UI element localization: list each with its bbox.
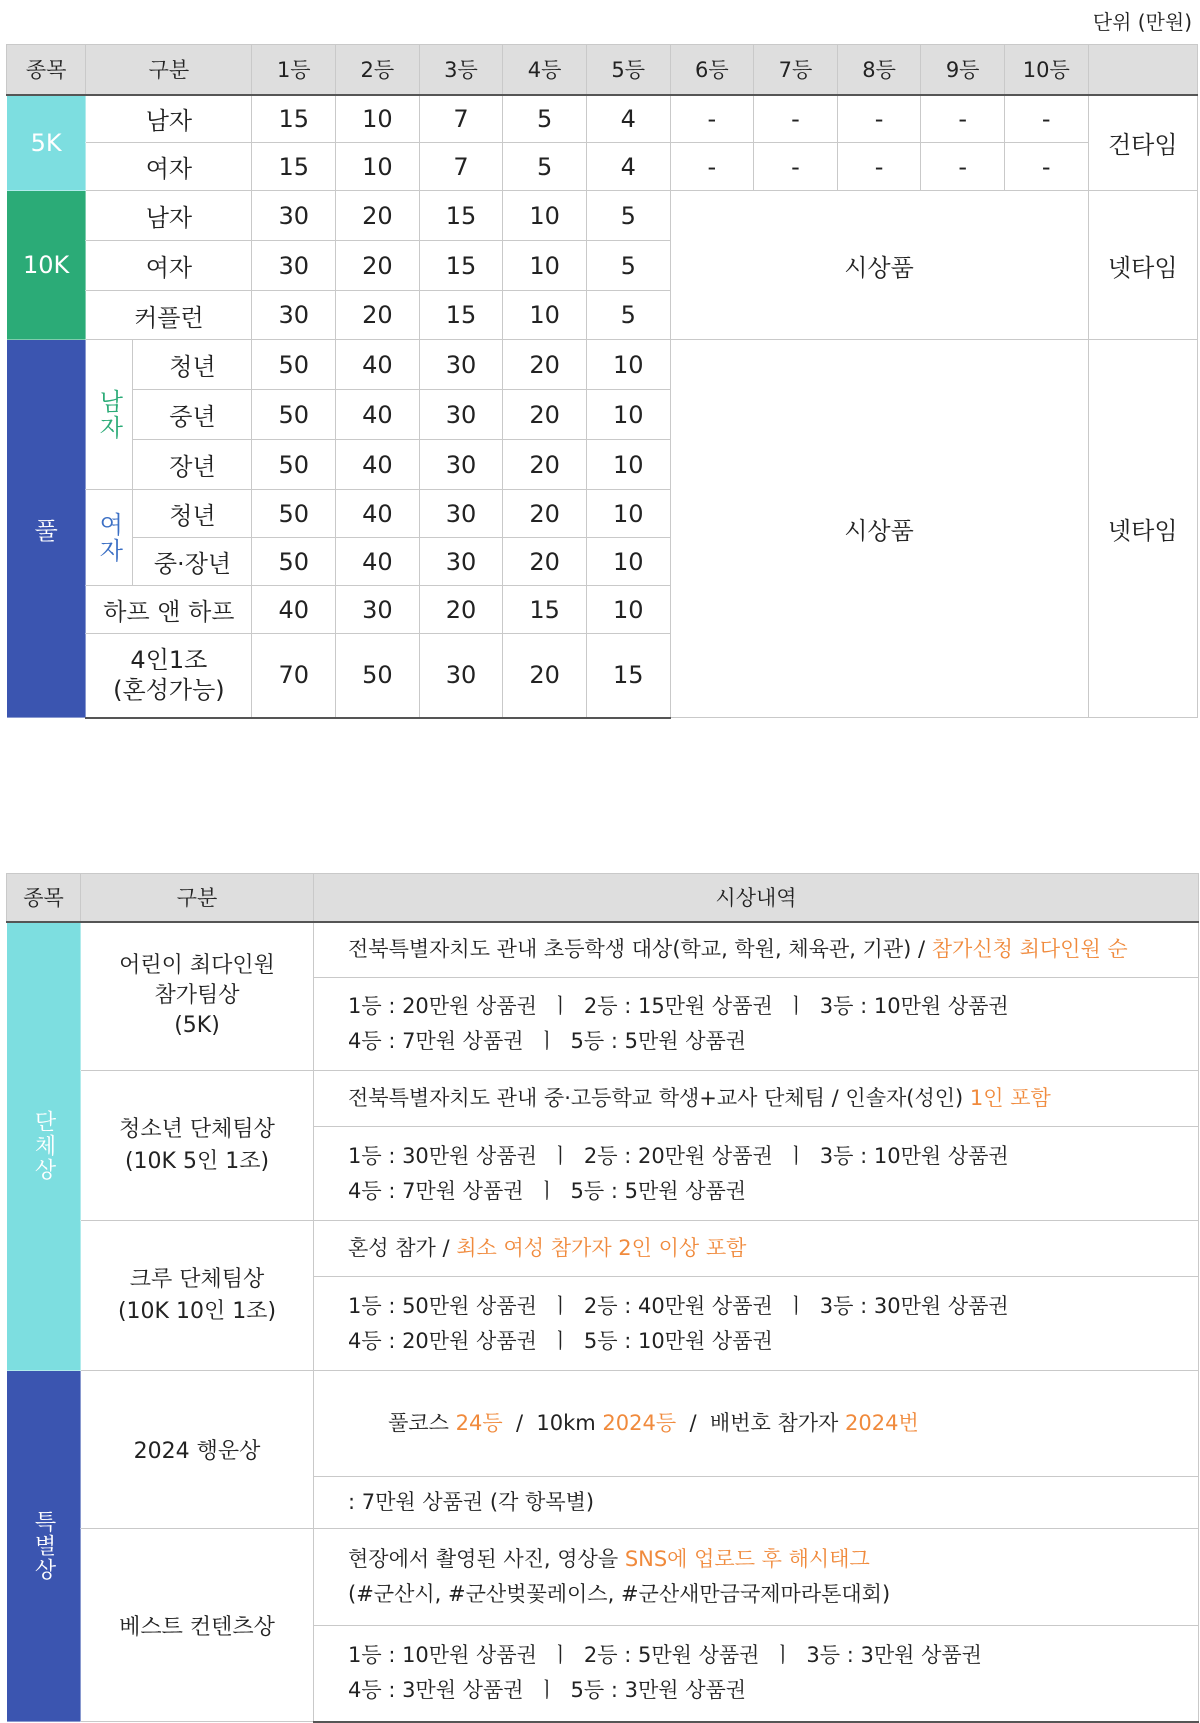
award-name-line: (10K 5인 1조) [124,1148,270,1174]
header-award-detail: 시상내역 [314,874,1199,922]
prize-cell: 50 [252,390,336,440]
prize-cell: 10 [336,143,420,191]
prize-cell: 5 [586,191,670,241]
row-label: 중·장년 [133,538,252,586]
prize-cell: 5 [586,291,670,340]
table-row [7,922,1199,978]
prize-cell: 40 [336,390,420,440]
header-rank-4: 4등 [503,45,587,95]
prize-cell: - [754,143,838,191]
prize-cell: 4 [586,95,670,143]
prize-line: 1등 : 10만원 상품권 ㅣ 2등 : 5만원 상품권 ㅣ 3등 : 3만원 상품권 [348,1643,982,1668]
table-row [7,340,1198,390]
prize-cell: 15 [252,143,336,191]
lucky-text: / 10km [502,1411,603,1435]
prize-cell: - [921,95,1005,143]
timing-10k: 넷타임 [1088,191,1197,340]
eligibility-text: 전북특별자치도 관내 초등학생 대상(학교, 학원, 체육관, 기관) / [348,937,932,962]
prize-cell: 20 [503,390,587,440]
prize-cell: - [837,95,921,143]
award-eligibility [314,1221,1199,1277]
lucky-highlight: 2024번 [845,1411,919,1435]
prize-line: 4등 : 7만원 상품권 ㅣ 5등 : 5만원 상품권 [348,1178,747,1203]
prize-cell: 30 [336,586,420,634]
prize-cell: - [1004,95,1088,143]
prize-cell: 30 [252,191,336,241]
prize-cell: 50 [252,538,336,586]
prize-cell: 20 [503,340,587,390]
table-row [7,1071,1199,1127]
prize-cell: - [754,95,838,143]
prize-cell: 15 [419,191,503,241]
award-eligibility [314,1371,1199,1477]
event-group-award: 단체상 [7,922,81,1371]
table-row [7,1221,1199,1277]
best-highlight: SNS에 업로드 후 해시태그 [624,1547,870,1571]
timing-5k: 건타임 [1088,95,1197,191]
prize-cell: - [921,143,1005,191]
row-label-line1: 4인1조 [130,646,208,675]
header-rank-1: 1등 [252,45,336,95]
award-prizes [314,978,1199,1071]
prize-cell: 10 [336,95,420,143]
award-table [6,873,1199,1723]
prize-cell: 20 [503,634,587,718]
award-eligibility [314,922,1199,978]
header-category: 구분 [86,45,252,95]
event-5k: 5K [7,95,86,191]
prize-cell: 20 [503,440,587,490]
prize-cell: - [1004,143,1088,191]
award-prizes [314,1277,1199,1371]
header-event: 종목 [7,874,81,922]
prize-cell: 20 [419,586,503,634]
header-event: 종목 [7,45,86,95]
prize-cell: 50 [252,440,336,490]
unit-label: 단위 (만원) [1092,10,1192,34]
lucky-highlight: 2024등 [602,1411,677,1435]
prize-cell: 10 [586,490,670,538]
row-label: 하프 앤 하프 [86,586,252,634]
award-name: 베스트 컨텐츠상 [81,1529,314,1722]
prize-cell: 40 [336,538,420,586]
prize-line: 4등 : 20만원 상품권 ㅣ 5등 : 10만원 상품권 [348,1328,773,1353]
table-row [7,1529,1199,1626]
prize-cell: - [670,95,754,143]
award-eligibility [314,1071,1199,1127]
prize-cell: 20 [336,291,420,340]
award-name [81,922,314,1071]
prize-line: 1등 : 50만원 상품권 ㅣ 2등 : 40만원 상품권 ㅣ 3등 : 30만원 상품권 [348,1293,1009,1318]
prize-cell: 15 [503,586,587,634]
award-eligibility [314,1529,1199,1626]
header-rank-10: 10등 [1004,45,1088,95]
eligibility-highlight: 참가신청 최다인원 순 [931,937,1128,962]
prize-cell: 40 [336,440,420,490]
table-row [7,143,1198,191]
award-name-line: (10K 10인 1조) [117,1298,277,1324]
prize-cell: 20 [503,538,587,586]
lucky-text: / 배번호 참가자 [676,1411,845,1435]
best-text: 현장에서 촬영된 사진, 영상을 [348,1547,625,1571]
award-prizes [314,1127,1199,1221]
header-category: 구분 [81,874,314,922]
prize-cell: 7 [419,95,503,143]
timing-full: 넷타임 [1088,340,1197,718]
header-rank-3: 3등 [419,45,503,95]
row-label: 커플런 [86,291,252,340]
prize-note-10k: 시상품 [670,191,1088,340]
prize-cell: 30 [419,634,503,718]
prize-cell: 15 [586,634,670,718]
award-name-line: (5K) [174,1013,220,1039]
prize-cell: 10 [586,440,670,490]
header-timing [1088,45,1197,95]
row-label: 청년 [133,340,252,390]
header-rank-9: 9등 [921,45,1005,95]
row-label: 중년 [133,390,252,440]
prize-cell: 30 [419,538,503,586]
prize-cell: 5 [503,143,587,191]
prize-cell: 50 [252,340,336,390]
prize-cell: 30 [252,241,336,291]
award-prizes [314,1626,1199,1722]
award-prizes: : 7만원 상품권 (각 항목별) [314,1477,1199,1529]
header-rank-5: 5등 [586,45,670,95]
prize-cell: 30 [419,340,503,390]
award-name-line: 어린이 최다인원 [119,953,275,979]
row-label: 청년 [133,490,252,538]
prize-cell: 50 [336,634,420,718]
prize-cell: 10 [503,241,587,291]
eligibility-text: 전북특별자치도 관내 중·고등학교 학생+교사 단체팀 / 인솔자(성인) [348,1086,970,1110]
eligibility-text: 혼성 참가 / [348,1236,457,1260]
prize-cell: 40 [336,340,420,390]
header-rank-8: 8등 [837,45,921,95]
event-full: 풀 [7,340,86,718]
prize-cell: 10 [586,340,670,390]
gender-female: 여자 [86,490,133,586]
gender-male: 남자 [86,340,133,490]
prize-cell: 7 [419,143,503,191]
prize-cell: 20 [336,241,420,291]
award-name [81,1221,314,1371]
award-name [81,1071,314,1221]
table-row [7,191,1198,241]
award-name-line: 참가팀상 [154,983,240,1009]
event-10k: 10K [7,191,86,340]
prize-cell: 50 [252,490,336,538]
prize-cell: 5 [503,95,587,143]
row-label: 장년 [133,440,252,490]
prize-cell: 5 [586,241,670,291]
award-name-line: 청소년 단체팀상 [119,1116,275,1142]
table-row [7,1371,1199,1477]
prize-line: 4등 : 3만원 상품권 ㅣ 5등 : 3만원 상품권 [348,1678,747,1703]
prize-note-full: 시상품 [670,340,1088,718]
prize-cell: 10 [586,538,670,586]
row-label-line2: (혼성가능) [113,676,225,705]
prize-cell: 4 [586,143,670,191]
prize-cell: 40 [252,586,336,634]
header-rank-6: 6등 [670,45,754,95]
header-rank-2: 2등 [336,45,420,95]
prize-cell: - [837,143,921,191]
table-row [7,95,1198,143]
prize-cell: 10 [586,586,670,634]
prize-line: 4등 : 7만원 상품권 ㅣ 5등 : 5만원 상품권 [348,1029,747,1053]
prize-cell: 10 [503,291,587,340]
row-label: 남자 [86,191,252,241]
prize-cell: 10 [586,390,670,440]
prize-cell: 15 [419,291,503,340]
eligibility-highlight: 1인 포함 [969,1086,1051,1110]
award-table-header [7,874,1199,922]
prize-table [6,44,1198,719]
prize-cell: 40 [336,490,420,538]
lucky-text: 풀코스 [388,1411,456,1435]
prize-cell: 10 [503,191,587,241]
prize-cell: 70 [252,634,336,718]
row-label: 여자 [86,143,252,191]
prize-cell: 20 [336,191,420,241]
prize-line: 1등 : 30만원 상품권 ㅣ 2등 : 20만원 상품권 ㅣ 3등 : 10만원 상품권 [348,1143,1009,1168]
prize-line: 1등 : 20만원 상품권 ㅣ 2등 : 15만원 상품권 ㅣ 3등 : 10만원 상품권 [348,994,1009,1018]
award-name: 2024 행운상 [81,1371,314,1529]
eligibility-highlight: 최소 여성 참가자 2인 이상 포함 [456,1236,747,1260]
row-label: 여자 [86,241,252,291]
prize-cell: 30 [419,440,503,490]
prize-cell: 20 [503,490,587,538]
header-rank-7: 7등 [754,45,838,95]
prize-cell: 15 [419,241,503,291]
row-label: 남자 [86,95,252,143]
prize-cell: 30 [419,490,503,538]
event-special-award: 특별상 [7,1371,81,1722]
hashtag-text: (#군산시, #군산벚꽃레이스, #군산새만금국제마라톤대회) [348,1582,891,1606]
prize-cell: - [670,143,754,191]
row-label [86,634,252,718]
prize-cell: 30 [252,291,336,340]
award-name-line: 크루 단체팀상 [129,1266,265,1292]
prize-cell: 15 [252,95,336,143]
lucky-highlight: 24등 [455,1411,503,1435]
prize-cell: 30 [419,390,503,440]
prize-table-header [7,45,1198,95]
